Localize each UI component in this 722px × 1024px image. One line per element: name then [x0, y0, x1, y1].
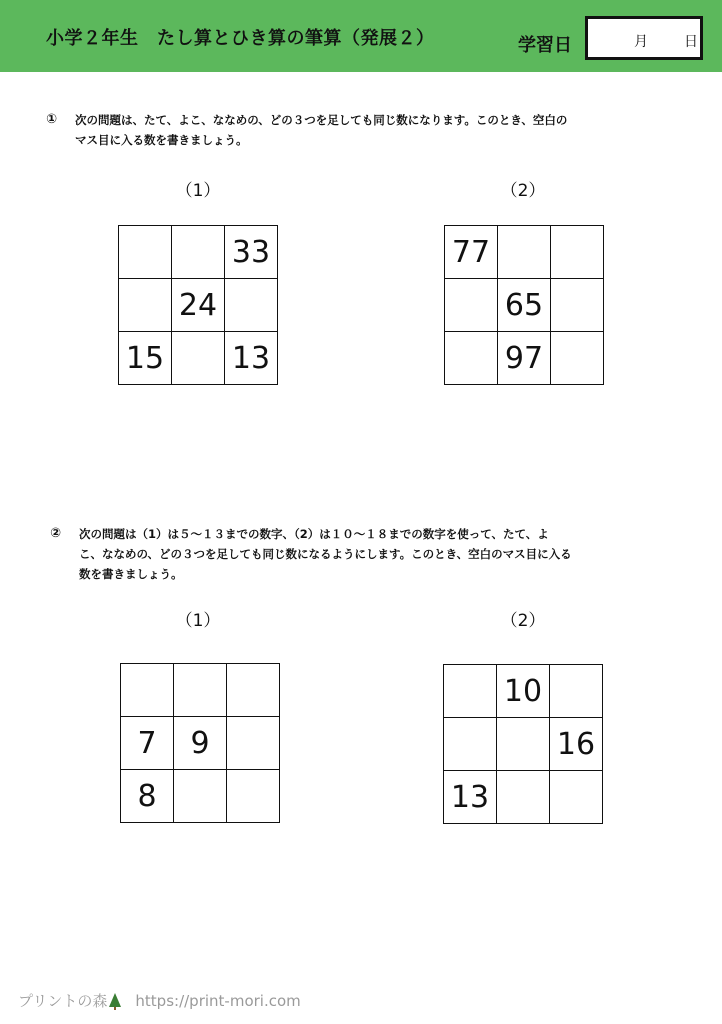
grid-cell[interactable]: [119, 226, 172, 279]
grid-cell[interactable]: [498, 226, 551, 279]
question-1-number: ①: [46, 112, 58, 127]
question-2-line-2: こ、ななめの、どの３つを足しても同じ数になるようにします。このとき、空白のマス目に入る: [79, 547, 572, 561]
study-date-label: 学習日: [518, 35, 572, 56]
grid-cell[interactable]: [497, 771, 550, 824]
grid-cell[interactable]: [444, 665, 497, 718]
question-1-line-1: 次の問題は、たて、よこ、ななめの、どの３つを足しても同じ数になります。このとき、空白の: [75, 113, 568, 127]
q2-part-1-magic-square: [120, 663, 280, 823]
grid-cell: 10: [497, 665, 550, 718]
footer-brand: プリントの森: [18, 992, 108, 1010]
tree-icon: [109, 993, 121, 1007]
footer: [18, 990, 301, 1011]
worksheet-title: 小学２年生 たし算とひき算の筆算（発展２）: [46, 28, 435, 49]
question-2-line-1: 次の問題は（1）は５～１３までの数字、（2）は１０～１８までの数字を使って、たて、よ: [79, 527, 549, 541]
grid-cell: 7: [121, 717, 174, 770]
grid-cell[interactable]: [172, 332, 225, 385]
grid-cell: 33: [225, 226, 278, 279]
grid-cell[interactable]: [172, 226, 225, 279]
grid-cell: 15: [119, 332, 172, 385]
grid-cell[interactable]: [551, 226, 604, 279]
grid-cell[interactable]: [174, 770, 227, 823]
q2-part-2-magic-square: [443, 664, 603, 824]
grid-cell[interactable]: [119, 279, 172, 332]
grid-cell[interactable]: [227, 664, 280, 717]
grid-cell[interactable]: [225, 279, 278, 332]
q2-part-2-label: （2）: [500, 611, 546, 631]
q2-part-1-label: （1）: [175, 611, 221, 631]
grid-cell: 65: [498, 279, 551, 332]
question-2-number: ②: [50, 526, 62, 541]
q1-part-2-magic-square: [444, 225, 604, 385]
grid-cell[interactable]: [551, 332, 604, 385]
day-label: 日: [684, 34, 698, 50]
grid-cell: 77: [445, 226, 498, 279]
q1-part-1-label: （1）: [175, 181, 221, 201]
grid-cell: 13: [444, 771, 497, 824]
grid-cell[interactable]: [497, 718, 550, 771]
grid-cell[interactable]: [551, 279, 604, 332]
grid-cell: 8: [121, 770, 174, 823]
grid-cell: 9: [174, 717, 227, 770]
grid-cell[interactable]: [227, 717, 280, 770]
grid-cell: 16: [550, 718, 603, 771]
grid-cell: 24: [172, 279, 225, 332]
month-label: 月: [634, 34, 648, 50]
grid-cell: 97: [498, 332, 551, 385]
header-bar: [0, 0, 722, 72]
grid-cell[interactable]: [445, 279, 498, 332]
grid-cell[interactable]: [174, 664, 227, 717]
study-date-box[interactable]: [585, 16, 703, 60]
footer-url-link[interactable]: https://print-mori.com: [135, 992, 301, 1010]
grid-cell: 13: [225, 332, 278, 385]
q1-part-1-magic-square: [118, 225, 278, 385]
grid-cell[interactable]: [445, 332, 498, 385]
grid-cell[interactable]: [550, 665, 603, 718]
grid-cell[interactable]: [550, 771, 603, 824]
question-1-line-2: マス目に入る数を書きましょう。: [75, 133, 248, 147]
grid-cell[interactable]: [444, 718, 497, 771]
q1-part-2-label: （2）: [500, 181, 546, 201]
grid-cell[interactable]: [121, 664, 174, 717]
grid-cell[interactable]: [227, 770, 280, 823]
question-2-line-3: 数を書きましょう。: [79, 567, 183, 581]
